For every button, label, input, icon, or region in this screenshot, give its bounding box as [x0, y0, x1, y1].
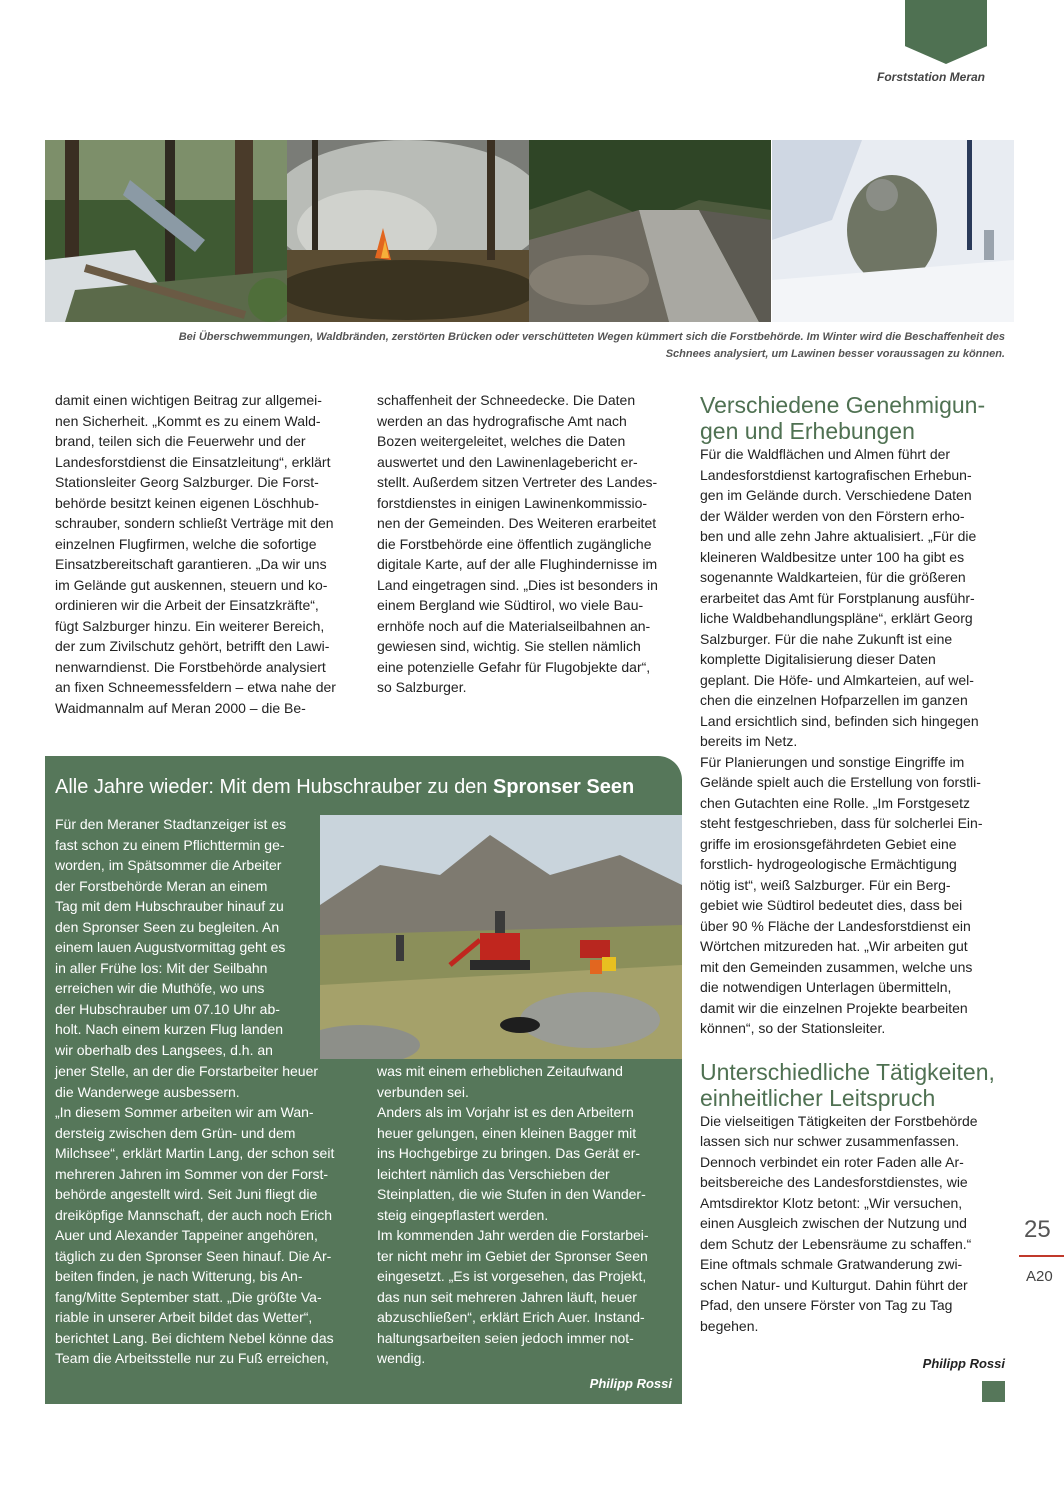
section-heading: Verschiedene Genehmigun- gen und Erhebungen	[700, 392, 986, 444]
caption-line-1: Bei Überschwemmungen, Waldbränden, zerstörten Brücken oder verschütteten Wegen kümmert sich die Forstbehörde. Im Winter wird die Beschaffenheit des	[178, 331, 1005, 343]
page-code: A20	[1026, 1268, 1053, 1285]
bridge-photo	[45, 140, 287, 322]
box-text-right: was mit einem erheblichen Zeitaufwand verbunden sei. Anders als im Vorjahr ist es den Arbeitern heuer gelungen, einen kleinen Bagger mit ins Hochgebirge zu bringen. Das Gerät er- leichtert nämlich das Verschieben der Steinplatten, die wie Stufen in den Wander- steig eingepflastert werden. Im kommenden Jahr werden die Forstarbei- ter nicht mehr im Gebiet der Spronser Seen eingesetzt. „Es ist vorgesehen, das Projekt, das nun seit mehreren Jahren läuft, heuer abzuschließen“, erklärt Erich Auer. Instand- haltungsarbeiten seien jedoch immer not- wendig.	[377, 1063, 649, 1366]
article-column-2: schaffenheit der Schneedecke. Die Daten werden an das hydrografische Amt nach Bozen weitergeleitet, welches die Daten auswertet und den Lawinenlagebericht er- stellt. Außerdem sitzen Vertreter des Landes- forstdienstes in einigen Lawinenkommissio- nen der Gemeinden. Des Weiteren erarbeitet die Forstbehörde eine öffentlich zugängliche digitale Karte, auf der alle Flughindernisse im Land eingetragen sind. „Dies ist besonders in einem Bergland wie Südtirol, wo viele Bau- ernhöfe noch auf die Materialseilbahnen an- gewiesen sind, wichtig. Sie stellen nämlich eine potenzielle Gefahr für Flugobjekte dar“, so Salzburger.	[377, 392, 658, 695]
snow-analysis-photo	[772, 140, 1014, 322]
section-text: Für die Waldflächen und Almen führt der Landesforstdienst kartografischen Erhebun- gen im Gelände durch. Verschiedene Daten der Wälder werden von den Förstern erho- ben und alle zehn Jahre aktualisiert. „Für die kleineren Waldbesitze unter 100 ha gibt es sogenannte Waldkarteien, für die größeren erarbeitet das Amt für Forstplanung ausführ- liche Waldbehandlungspläne“, erklärt Georg Salzburger. Für die nahe Zukunft ist eine komplette Digitalisierung dieser Daten geplant. Die Höfe- und Almkarteien, auf wel- chen die einzelnen Hofparzellen im ganzen Land ersichtlich sind, befinden sich hingegen bereits im Netz. Für Planierungen und sonstige Eingriffe im Gelände spielt auch die Erstellung von forstli- chen Gutachten eine Rolle. „Im Forstgesetz steht festgeschrieben, dass für solcherlei Ein- griffe im erosionsgefährdeten Gebiet eine forstlich- hydrogeologische Ermächtigung nötig ist“, weiß Salzburger. Für ein Berg- gebiet wie Südtirol bedeutet dies, dass bei über 90 % Fläche der Landesforstdienst ein Wörtchen mitzureden hat. „Wir arbeiten gut mit den Gemeinden zusammen, welche uns die notwendigen Unterlagen übermitteln, damit wir die einzelnen Projekte bearbeiten können“, so der Stationsleiter.	[700, 446, 983, 1036]
section-tab	[905, 0, 987, 64]
author-name: Philipp Rossi	[922, 1356, 1005, 1371]
box-title	[55, 776, 634, 799]
page-number: 25	[1024, 1216, 1051, 1243]
box-text-left-top: Für den Meraner Stadtanzeiger ist es fast schon zu einem Pflichttermin ge- worden, im Spätsommer die Arbeiter der Forstbehörde Meran an einem Tag mit dem Hubschrauber hinauf zu den Spronser Seen zu begleiten. An einem lauen Augustvormittag geht es in aller Frühe los: Mit der Seilbahn erreichen wir die Muthöfe, wo uns der Hubschrauber um 07.10 Uhr ab- holt. Nach einem kurzen Flug landen wir oberhalb des Langsees, d.h. an	[55, 816, 287, 1058]
section-heading: Unterschiedliche Tätigkeiten, einheitlicher Leitspruch	[700, 1058, 995, 1111]
section-label: Forststation Meran	[876, 70, 985, 84]
forest-fire-photo	[287, 140, 529, 322]
box-title-regular: Alle Jahre wieder: Mit dem Hubschrauber zu den	[55, 776, 493, 798]
excavator-photo	[320, 815, 682, 1059]
section-text: Die vielseitigen Tätigkeiten der Forstbehörde lassen sich nur schwer zusammenfassen. Dennoch verbindet ein roter Faden alle Ar- beitsbereiche des Landesforstdienstes, wie Amtsdirektor Klotz betont: „Wir versuchen, einen Ausgleich zwischen der Nutzung und dem Schutz der Lebensräume zu schaffen.“ Eine oftmals schmale Gratwanderung zwi- schen Natur- und Kulturgut. Dahin führt der Pfad, den unsere Förster von Tag zu Tag begehen.	[700, 1112, 978, 1334]
destroyed-path-photo	[529, 140, 771, 322]
end-marker	[982, 1381, 1005, 1402]
box-title-bold: Spronser Seen	[493, 776, 635, 798]
article-column-1: damit einen wichtigen Beitrag zur allgemei- nen Sicherheit. „Kommt es zu einem Wald- brand, teilen sich die Feuerwehr und der Landesforstdienst die Einsatzleitung“, erklärt Stationsleiter Georg Salzburger. Die Forst- behörde besitzt keinen eigenen Löschhub- schrauber, sondern schließt Verträge mit den einzelnen Flugfirmen, welche die sofortige Einsatzbereitschaft garantieren. „Da wir uns im Gelände gut auskennen, steuern und ko- ordinieren wir die Arbeit der Einsatzkräfte“, fügt Salzburger hinzu. Ein weiterer Bereich, der zum Zivilschutz gehört, betrifft den Lawi- nenwarndienst. Die Forstbehörde analysiert an fixen Schneemessfeldern – etwa nahe der Waidmannalm auf Meran 2000 – die Be-	[55, 392, 336, 716]
photo-caption	[60, 329, 1005, 363]
caption-line-2: Schnees analysiert, um Lawinen besser voraussagen zu können.	[665, 348, 1005, 360]
page-divider	[1019, 1255, 1064, 1257]
box-author-name: Philipp Rossi	[589, 1376, 672, 1391]
box-text-left-bottom: jener Stelle, an der die Forstarbeiter heuer die Wanderwege ausbessern. „In diesem Sommer arbeiten wir am Wan- dersteig zwischen dem Grün- und dem Milchsee“, erklärt Martin Lang, der schon seit mehreren Jahren im Sommer von der Forst- behörde angestellt wird. Seit Juni fliegt die dreiköpfige Mannschaft, der auch noch Erich Auer und Alexander Tappeiner angehören, täglich zu den Spronser Seen hinauf. Die Ar- beiten finden, je nach Witterung, bis An- fang/Mitte September statt. „Die größte Va- riable in unserer Arbeit bildet das Wetter“, berichtet Lang. Bei dichtem Nebel könne das Team die Arbeitsstelle nur zu Fuß erreichen,	[55, 1063, 335, 1366]
article-column-3	[700, 392, 1010, 1336]
